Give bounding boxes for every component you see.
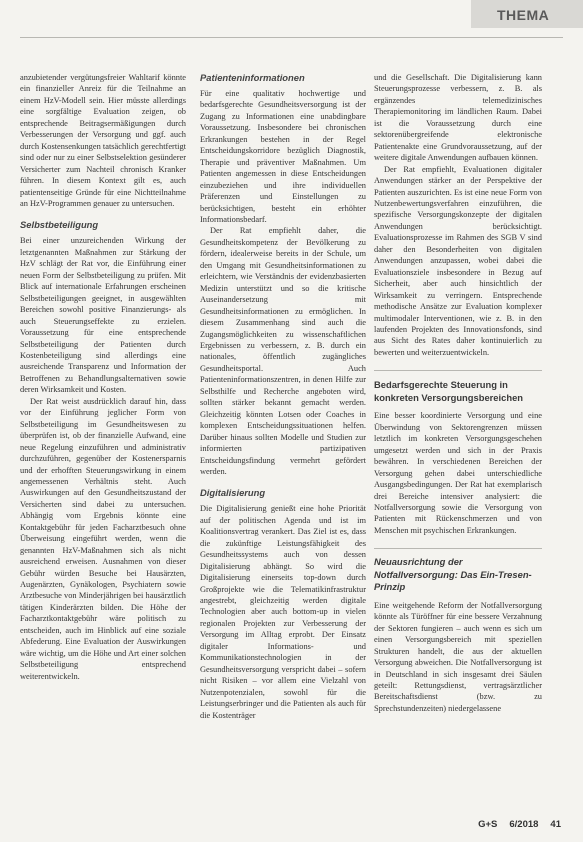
column-3 [374, 72, 542, 804]
paragraph: Eine weitgehende Reform der Notfallversorgung könnte als Türöffner für eine bessere Verzahnung der Sektoren fungieren – auch wenn es sich um einen Versorgungsbereich mit speziellen Strukturen handelt, die aus der aktuellen Versorgung abweichen. Die Notfallversorgung ist in Deutschland in sich insgesamt drei Säulen geteilt: Rettungsdienst, vertragsärztlicher Bereitschaftsdienst (bzw. zu Sprechstundenzeiten) niedergelassene [374, 600, 542, 713]
paragraph: Für eine qualitativ hochwertige und bedarfsgerechte Gesundheitsversorgung ist der Zugang zu Informationen eine unabdingbare Voraussetzung. Insbesondere bei chronischen Erkrankungen bestehen in der Regel Entscheidungskorridore bezüglich Diagnostik, Therapie und präventiver Maßnahmen. Um Patienten angemessen in diese Entscheidungen einzubeziehen und ihre individuellen Präferenzen und Einstellungen zu berücksichtigen, besteht ein erhöhter Informationsbedarf. [200, 89, 366, 224]
paragraph: Der Rat weist ausdrücklich darauf hin, dass vor der Einführung jeglicher Form von Selbstbeteiligung im Gesundheitswesen zu überprüfen ist, ob der finanzielle Aufwand, eine neue Regelung einzuführen und administrativ durchzuführen, gegenüber der Kostenersparnis und der erhofften Steuerungswirkung in einem angemessenen Verhältnis steht. Auch Auswirkungen auf den Gesundheitszustand der Versicherten sind dabei zu untersuchen. Abhängig vom Ergebnis könnte eine Kontaktgebühr für jeden Facharztbesuch ohne Überweisung eingeführt werden, wenn die genannten HzV-Maßnahmen sich als nicht ausreichend erweisen. Ausnahmen von dieser Gebühr würden Besuche bei Hausärzten, Augenärzten, Gynäkologen, Psychiatern sowie Arztbesuche von Minderjährigen bei hausärztlich tätigen Kinderärzten bilden. Die Höhe der Facharztkontaktgebühr wäre politisch zu entscheiden, auch im Hinblick auf eine soziale Abfederung. Eine Evaluation der Auswirkungen wäre wichtig, um die Höhe und Art einer solchen Selbstbeteiligung entsprechend weiterentwickeln. [20, 396, 186, 681]
issue-number: 6/2018 [509, 819, 539, 830]
journal-name: G+S [478, 819, 498, 830]
section-heading-bedarfsgerechte-steuerung: Bedarfsgerechte Steuerung in konkreten Versorgungsbereichen [374, 370, 542, 404]
paragraph: Die Digitalisierung genießt eine hohe Priorität auf der politischen Agenda und ist im Koalitionsvertrag verankert. Das Ziel ist es, dass die zukünftige Leistungsfähigkeit des Gesundheitssystems auch von dessen Digitalisierung abhängt. So wird die Digitalisierung einerseits top-down durch Großprojekte wie die Telematikinfrastruktur angestrebt, gleichzeitig werden digitale Technologien aber auch bottom-up in vielen regionalen Projekten zur Verbesserung der Versorgung im Alltag erprobt. Der Einsatz digitaler Informations- und Kommunikationstechnologien in der Gesundheitsversorgung verspricht dabei – sofern nicht Risiken – vor allem eine Vielzahl von Nutzenpotenzialen, sowohl für die Leistungserbringer und die Patienten als auch für die Kostenträger [200, 504, 366, 720]
section-heading-digitalisierung: Digitalisierung [200, 487, 266, 499]
paragraph: Der Rat empfiehlt daher, die Gesundheitskompetenz der Bevölkerung zu fördern, idealerweise bereits in der Schule, um den Umgang mit Gesundheitsinformationen zu erleichtern, wie Verständnis der evidenzbasierten Medizin unterstützt und so die kritische Auseinandersetzung mit Gesundheitsinformationen zu ermöglichen. In diesem Zusammenhang sind auch die Zugangsmöglichkeiten zu wissenschaftlichen Ergebnissen zu verbessern, z. B. durch ein nationales, öffentlich zugängliches Gesundheitsportal. Auch Patienteninformationszentren, in denen Hilfe zur Selbsthilfe und Recherche angeboten wird, sollten stärker bekannt gemacht werden. Gleichzeitig könnten Lotsen oder Coaches in komplexen Entscheidungssituationen helfen. Darüber hinaus sollten Modelle und Studien zur informierten partizipativen Entscheidungsfindung vermehrt gefördert werden. [200, 226, 366, 476]
paragraph: Eine besser koordinierte Versorgung und eine Überwindung von Sektorengrenzen müssen letztlich im konkreten Versorgungsgeschehen umgesetzt werden und sich in der Praxis bewähren. In verschiedenen Bereichen der Versorgung gehen dabei unterschiedliche Ausgangsbedingungen. Der Rat hat exemplarisch drei Bereiche intensiver analysiert: die Notfallversorgung sowie die Versorgung von Patienten mit Rückenschmerzen und von Menschen mit psychischen Erkrankungen. [374, 411, 542, 535]
column-1 [20, 72, 186, 804]
paragraph: und die Gesellschaft. Die Digitalisierung kann Steuerungsprozesse verbessern, z. B. als ergänzendes telemedizinisches Therapiemonitoring im ländlichen Raum. Dabei ist die Voraussetzung durch eine sektorenübergreifende elektronische Patientenakte eine Grundvoraussetzung, auf der weitere digitale Anwendungen aufbauen können. [374, 73, 542, 163]
paragraph: Bei einer unzureichenden Wirkung der letztgenannten Maßnahmen zur Stärkung der HzV schlägt der Rat vor, die Einführung einer neuen Form der Selbstbeteiligung zu prüfen. Mit Blick auf internationale Erfahrungen erscheinen Selbstbeteiligungen geeignet, in ausgewählten Bereichen sowohl positive Finanzierungs- als auch Steuerungseffekte zu erzielen. Voraussetzung für eine entsprechende Selbstbeteiligung der Patienten durch Kostenbeteiligung sind allerdings eine ausreichende Transparenz und Information der Betroffenen zu Behandlungsalternativen sowie deren Wirksamkeit und Kosten. [20, 236, 186, 395]
section-heading-notfallversorgung: Neuausrichtung der Notfallversorgung: Das Ein-Tresen-Prinzip [374, 548, 542, 594]
page-footer [466, 819, 561, 830]
section-tab [471, 0, 583, 28]
paragraph: Der Rat empfiehlt, Evaluationen digitaler Anwendungen stärker an der Perspektive der Patienten auszurichten. Es ist eine neue Form von Nutzenbewertungsverfahren einzuführen, die spezifische Versorgungskonzepte der digitalen Anwendungen berücksichtigt. Evaluationsprozesse im Rahmen des SGB V sind daher den Besonderheiten von digitalen Anwendungen anzupassen, wobei dabei die Evaluationsziele insbesondere in Bezug auf Sicherheit, aber auch hinsichtlich der Wirksamkeit zu verringern. Entsprechende methodische Ansätze zur Evaluation komplexer multimodaler Interventionen, wie z. B. in den laufenden Projekten des Innovationsfonds, sind aus Sicht des Rates daher kontinuierlich zu bewerten und weiterzuentwickeln. [374, 164, 542, 357]
section-heading-selbstbeteiligung: Selbstbeteiligung [20, 219, 99, 231]
paragraph: anzubietender vergütungsfreier Wahltarif könnte ein finanzieller Anreiz für die Teilnahme an einem HzV-Modell sein. Hier müsste allerdings eine sorgfältige Evaluation zeigen, ob entsprechende Beitragsermäßigungen durch Verbesserungen der Versorgung und ggf. auch durch Kostensenkungen tatsächlich gerechtfertigt sind oder nur zu einer Selbstselektion gesünderer Versicherter zum Nachteil chronisch Kranker führen. In diesem Kontext gilt es, auch patientenseitige Gründe für eine Nichtteilnahme an HzV-Programmen genauer zu untersuchen. [20, 73, 186, 208]
section-heading-patienteninformationen: Patienteninformationen [200, 72, 305, 83]
header-rule [20, 37, 563, 38]
column-2 [200, 72, 366, 804]
page-number: 41 [550, 819, 561, 830]
section-label: THEMA [497, 7, 550, 23]
